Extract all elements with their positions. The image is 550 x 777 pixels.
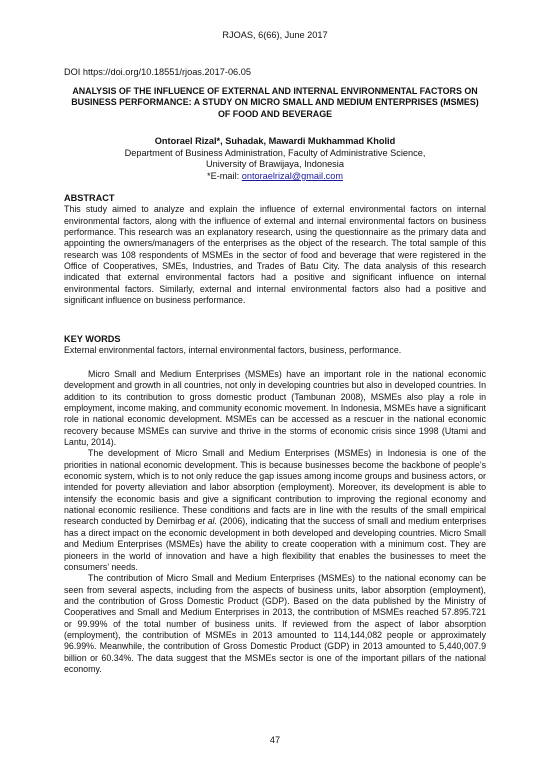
citation-et-al: et al. [197,516,217,527]
body-paragraph-1: Micro Small and Medium Enterprises (MSMEs) have an important role in the national economic development and growth in all countries, not only in developing countries but also in developed countries. In addition to its contribution to gross domestic product (Tambunan 2008), MSMEs also play a role in employment, income making, and community economic movement. In Indonesia, MSMEs have a significant role in national economic development. MSMEs can be accessed as a rescuer in the national economic recovery because MSMEs can survive and thrive in the storms of economic crisis since 1998 (Utami and Lantu, 2014). [64,369,486,448]
page-number: 47 [269,735,281,745]
paragraph-2-start: The development of Micro Small and Medium Enterprises (MSMEs) in Indonesia is one of the priorities in national economic development. This is because businesses become the backbone of people’s economic system, which is to not only reduce the gap issues among income groups and business actors, or intended for poverty alleviation and labor absorption (employment). Moreover, its development is able to intensify the economic basis and give a significant contribution to improving the regional economy and national economic resilience. These conditions and facts are in line with the results of the small empirical research conducted by Demirbag [64,448,486,527]
body-paragraph-2 [64,448,486,573]
keywords-section [64,334,486,357]
paper-title: ANALYSIS OF THE INFLUENCE OF EXTERNAL AND INTERNAL ENVIRONMENTAL FACTORS ON BUSINESS PERFORMANCE: A STUDY ON MICRO SMALL AND MEDIUM ENTERPRISES (MSMES) OF FOOD AND BEVERAGE [71,86,479,119]
doi-line: DOI https://doi.org/10.18551/rjoas.2017-06.05 [64,67,251,77]
author-university: University of Brawijaya, Indonesia [206,159,344,170]
author-department: Department of Business Administration, Faculty of Administrative Science, [124,147,426,158]
email-link[interactable]: ontoraelrizal@gmail.com [241,170,343,181]
running-head: RJOAS, 6(66), June 2017 [222,30,328,40]
email-label: *E-mail: [207,170,242,181]
body-paragraph-3: The contribution of Micro Small and Medium Enterprises (MSMEs) to the national economy can be seen from several aspects, including from the aspects of business units, labor absorption (employment), and the contribution of Gross Domestic Product (GDP). Based on the data published by the Ministry of Cooperatives and Small and Medium Enterprises in 2013, the contribution of MSMEs reached 57.895.721 or 99.99% of the total number of business units. If reviewed from the aspect of labor absorption (employment), the contribution of MSMEs in 2013 amounted to 114,144,082 people or approximately 96.99%. Meanwhile, the contribution of Gross Domestic Product (GDP) in 2013 amounted to 5,440,007.9 billion or 60.34%. The data suggest that the MSMEs sector is one of the important pillars of the national economy. [64,573,486,674]
abstract-text: This study aimed to analyze and explain the influence of external environmental factors on internal environmental factors, along with the influence of external and internal environmental factors on business performance. This research was an explanatory research, using the questionnaire as the primary data and appointing the owners/managers of the enterprises as the object of the research. The total sample of this research was 108 respondents of MSMEs in the sector of food and beverage that were registered in the Office of Cooperatives, SMEs, Industries, and Trades of Batu City. The data analysis of this research indicated that external environmental factors had a positive and significant influence on internal environmental factors. Similarly, external and internal environmental factors also had a positive and significant influence on business performance. [64,204,486,306]
author-names: Ontorael Rizal*, Suhadak, Mawardi Mukhammad Kholid [154,136,396,146]
author-block [64,136,486,182]
keywords-heading: KEY WORDS [64,334,121,344]
abstract-section [64,193,486,307]
body-section [64,369,486,675]
paragraph-2-end: (2006), indicating that the success of small and medium enterprises has a direct impact on the economic development in both developed and developing countries. Micro Small and Medium Enterprises (MSMEs) have the ability to create cooperation with a minimum cost. They are pioneers in the world of innovation and have a high flexibility that enables the businesses to meet the consumers’ needs. [64,516,486,572]
author-email-line [64,171,486,183]
keywords-text: External environmental factors, internal environmental factors, business, performance. [64,345,402,356]
abstract-heading: ABSTRACT [64,193,115,203]
